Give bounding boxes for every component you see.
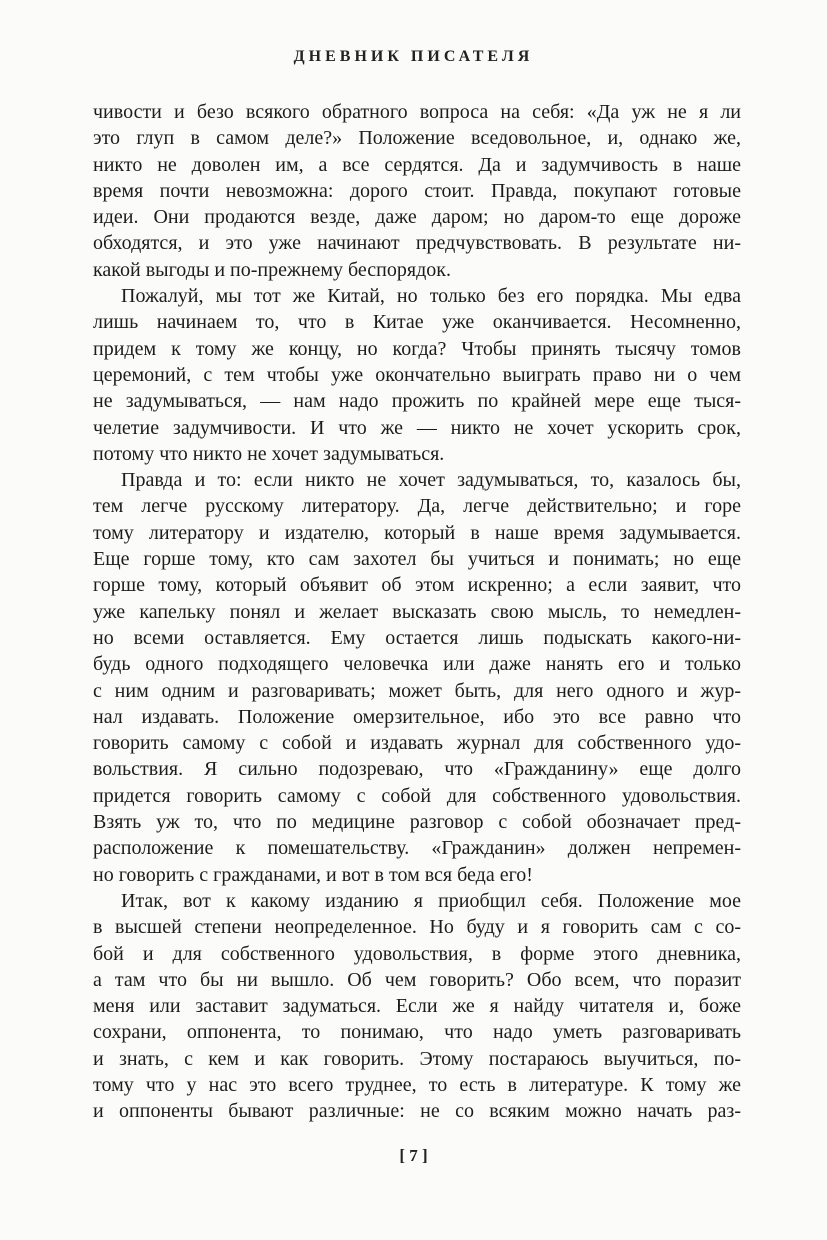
body-text [93, 99, 741, 1125]
text-line: Итак, вот к какому изданию я приобщил себя. Положение мое [121, 889, 741, 912]
paragraph [93, 888, 741, 1125]
text-line: чивости и безо всякого обратного вопроса на себя: «Да уж не я ли [93, 101, 741, 123]
text-line: тому литератору и издателю, который в наше время задумывается. [93, 521, 741, 544]
text-line: придем к тому же концу, но когда? Чтобы принять тысячу томов [93, 337, 741, 360]
text-line: время почти невозможна: дорого стоит. Правда, покупают готовые [93, 179, 741, 202]
text-line: а там что бы ни вышло. Об чем говорить? Обо всем, что поразит [93, 968, 741, 991]
text-line: придется говорить самому с собой для собственного удовольствия. [93, 784, 741, 807]
text-line: какой выгоды и по-прежнему беспорядок. [93, 258, 451, 281]
paragraph [93, 283, 741, 467]
paragraph [93, 99, 741, 283]
text-line: будь одного подходящего человечка или даже нанять его и только [93, 653, 741, 676]
text-line: челетие задумчивости. И что же — никто не хочет ускорить срок, [93, 416, 741, 439]
text-line: Еще горше тому, кто сам захотел бы учиться и понимать; но еще [93, 548, 741, 571]
text-line: это глуп в самом деле?» Положение вседовольное, и, однако же, [93, 127, 741, 150]
text-line: но говорить с гражданами, и вот в том вся беда его! [93, 863, 533, 886]
text-line: в высшей степени неопределенное. Но буду и я говорить сам с со- [93, 916, 741, 939]
text-line: вольствия. Я сильно подозреваю, что «Гражданину» еще долго [93, 758, 741, 781]
text-line: Взять уж то, что по медицине разговор с собой обозначает пред- [93, 811, 741, 834]
text-line: Пожалуй, мы тот же Китай, но только без его порядка. Мы едва [121, 285, 741, 308]
text-line: идеи. Они продаются везде, даже даром; но даром-то еще дороже [93, 206, 741, 229]
text-line: но всеми оставляется. Ему остается лишь подыскать какого-ни- [93, 626, 741, 649]
running-header: ДНЕВНИК ПИСАТЕЛЯ [293, 48, 534, 65]
text-line: бой и для собственного удовольствия, в форме этого дневника, [93, 942, 741, 965]
text-line: тому что у нас это всего труднее, то есть в литературе. К тому же [93, 1073, 741, 1096]
text-line: обходятся, и это уже начинают предчувствовать. В результате ни- [93, 232, 741, 255]
text-line: уже капельку понял и желает высказать свою мысль, то немедлен- [93, 600, 741, 623]
text-line: с ним одним и разговаривать; может быть, для него одного и жур- [93, 679, 741, 702]
text-line: горше тому, который объявит об этом искренно; а если заявит, что [93, 574, 741, 597]
text-line: Правда и то: если никто не хочет задумываться, то, казалось бы, [121, 469, 741, 492]
text-line: нал издавать. Положение омерзительное, ибо это все равно что [93, 705, 741, 728]
text-line: и знать, с кем и как говорить. Этому постараюсь выучиться, по- [93, 1047, 741, 1070]
text-line: говорить самому с собой и издавать журнал для собственного удо- [93, 732, 741, 755]
text-line: меня или заставит задуматься. Если же я найду читателя и, боже [93, 995, 741, 1018]
paragraph [93, 467, 741, 888]
page-number: [ 7 ] [399, 1146, 428, 1165]
text-line: потому что никто не хочет задумываться. [93, 442, 445, 465]
text-line: не задумываться, — нам надо прожить по крайней мере еще тыся- [93, 390, 741, 413]
text-line: тем легче русскому литератору. Да, легче действительно; и горе [93, 495, 741, 518]
text-line: никто не доволен им, а все сердятся. Да и задумчивость в наше [93, 153, 741, 176]
text-line: лишь начинаем то, что в Китае уже оканчивается. Несомненно, [93, 311, 741, 334]
text-line: и оппоненты бывают различные: не со всяким можно начать раз- [93, 1100, 741, 1123]
text-line: церемоний, с тем чтобы уже окончательно выиграть право ни о чем [93, 363, 741, 386]
text-line: сохрани, оппонента, то понимаю, что надо уметь разговаривать [93, 1021, 741, 1044]
text-line: расположение к помешательству. «Гражданин» должен непремен- [93, 837, 741, 860]
